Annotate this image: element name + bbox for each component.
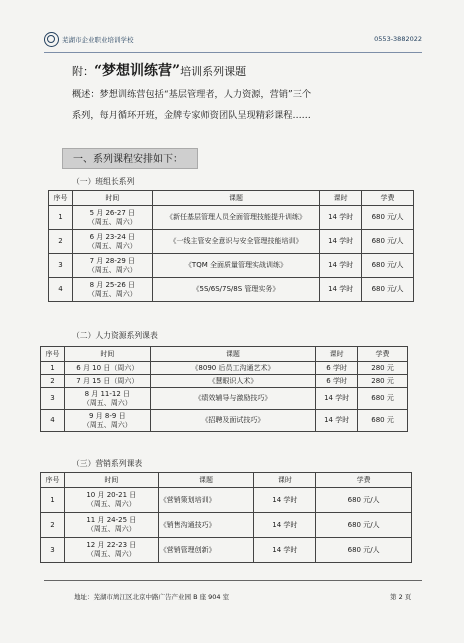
- days-text: （周五、周六）: [87, 289, 137, 298]
- date-text: 12 月 22-23 日: [86, 541, 137, 549]
- days-text: （周五、周六）: [86, 500, 136, 508]
- table-row: [49, 206, 414, 230]
- date-text: 5 月 26-27 日: [89, 208, 136, 217]
- table-row: [49, 278, 414, 302]
- days-text: （周五、周六）: [87, 241, 137, 250]
- topic-cell: 《销售沟通技巧》: [158, 513, 254, 538]
- fee-cell: 280 元: [358, 375, 408, 388]
- intro-paragraph: [72, 84, 424, 126]
- topic-cell: 《绩效辅导与激励技巧》: [150, 388, 316, 410]
- hours-cell: 14 学时: [254, 488, 316, 513]
- series-3-title: （三）营销系列课表: [72, 459, 143, 468]
- row-number: 2: [41, 513, 65, 538]
- col-header: 学费: [316, 473, 412, 488]
- org-name: 芜湖市企业职业培训学校: [62, 36, 134, 44]
- date-cell: 6 月 10 日（周六）: [64, 362, 150, 375]
- topic-cell: 《新任基层管理人员全面管理技能提升训练》: [152, 206, 320, 230]
- title-suffix: 培训系列课题: [180, 65, 247, 78]
- table-row: [41, 513, 412, 538]
- date-cell: [64, 410, 150, 432]
- topic-cell: 《招聘及面试技巧》: [150, 410, 316, 432]
- table-row: [49, 254, 414, 278]
- topic-cell: 《一线主管安全意识与安全管理技能培训》: [152, 230, 320, 254]
- table-header-row: [41, 473, 412, 488]
- date-text: 7 月 28-29 日: [89, 256, 136, 265]
- topic-cell: 《5S/6S/7S/8S 管理实务》: [152, 278, 320, 302]
- row-number: 3: [41, 538, 65, 563]
- col-header: 课时: [320, 191, 362, 206]
- hours-cell: 6 学时: [316, 375, 358, 388]
- date-text: 10 月 20-21 日: [86, 491, 137, 499]
- title-prefix: 附：: [72, 65, 94, 78]
- course-table-3: [40, 472, 412, 563]
- hours-cell: 14 学时: [254, 513, 316, 538]
- row-number: 2: [49, 230, 73, 254]
- date-cell: [64, 388, 150, 410]
- fee-cell: 280 元: [358, 362, 408, 375]
- col-header: 课题: [150, 347, 316, 362]
- col-header: 学费: [358, 347, 408, 362]
- date-cell: [72, 254, 152, 278]
- col-header: 课时: [316, 347, 358, 362]
- date-cell: [64, 488, 158, 513]
- course-table-1: [48, 190, 414, 302]
- row-number: 3: [49, 254, 73, 278]
- date-cell: 7 月 15 日（周六）: [64, 375, 150, 388]
- hours-cell: 14 学时: [316, 410, 358, 432]
- col-header: 课题: [152, 191, 320, 206]
- table-row: [41, 488, 412, 513]
- days-text: （周五、周六）: [87, 217, 137, 226]
- fee-cell: 680 元/人: [362, 254, 414, 278]
- table-row: [49, 230, 414, 254]
- footer-rule: [44, 580, 422, 581]
- page-header: [44, 30, 422, 53]
- row-number: 1: [49, 206, 73, 230]
- col-header: 课时: [254, 473, 316, 488]
- date-cell: [72, 230, 152, 254]
- date-cell: [64, 538, 158, 563]
- fee-cell: 680 元/人: [362, 230, 414, 254]
- date-cell: [64, 513, 158, 538]
- date-text: 11 月 24-25 日: [86, 516, 137, 524]
- topic-cell: 《TQM 全面质量管理实战训练》: [152, 254, 320, 278]
- table-row: [41, 362, 408, 375]
- series-2-title: （二）人力资源系列课表: [72, 331, 158, 340]
- fee-cell: 680 元: [358, 410, 408, 432]
- date-cell: [72, 278, 152, 302]
- col-header: 时间: [64, 347, 150, 362]
- topic-cell: 《营销管理创新》: [158, 538, 254, 563]
- page-number: 第 2 页: [390, 593, 412, 601]
- hours-cell: 6 学时: [316, 362, 358, 375]
- table-header-row: [41, 347, 408, 362]
- fee-cell: 680 元: [358, 388, 408, 410]
- days-text: （周五、周六）: [86, 550, 136, 558]
- fee-cell: 680 元/人: [316, 513, 412, 538]
- fee-cell: 680 元/人: [362, 278, 414, 302]
- row-number: 4: [49, 278, 73, 302]
- date-text: 8 月 11-12 日: [84, 389, 131, 398]
- row-number: 1: [41, 488, 65, 513]
- intro-line-1: 概述：梦想训练营包括“基层管理者，人力资源，营销”三个: [72, 89, 312, 100]
- row-number: 4: [41, 410, 65, 432]
- course-table-2: [40, 346, 408, 432]
- topic-cell: 《8090 后员工沟通艺术》: [150, 362, 316, 375]
- doc-title: [72, 60, 246, 80]
- date-cell: [72, 206, 152, 230]
- table-row: [41, 410, 408, 432]
- table-header-row: [49, 191, 414, 206]
- topic-cell: 《营销策划培训》: [158, 488, 254, 513]
- date-text: 9 月 8-9 日: [89, 411, 126, 420]
- fee-cell: 680 元/人: [362, 206, 414, 230]
- col-header: 学费: [362, 191, 414, 206]
- col-header: 时间: [72, 191, 152, 206]
- title-quote: “梦想训练营”: [94, 63, 181, 79]
- date-text: 6 月 23-24 日: [89, 232, 136, 241]
- intro-line-2: 系列，每月循环开班，金牌专家师资团队呈现精彩课程……: [72, 110, 311, 121]
- series-1-title: （一）班组长系列: [72, 177, 135, 186]
- col-header: 序号: [41, 347, 65, 362]
- days-text: （周五、周六）: [82, 420, 132, 429]
- hours-cell: 14 学时: [320, 206, 362, 230]
- hours-cell: 14 学时: [320, 254, 362, 278]
- table-row: [41, 388, 408, 410]
- date-text: 8 月 25-26 日: [89, 280, 136, 289]
- days-text: （周五、周六）: [86, 525, 136, 533]
- col-header: 序号: [49, 191, 73, 206]
- org-phone: 0553-3882022: [374, 35, 422, 43]
- hours-cell: 14 学时: [320, 230, 362, 254]
- col-header: 时间: [64, 473, 158, 488]
- days-text: （周五、周六）: [87, 265, 137, 274]
- footer-address: 地址：芜湖市鸠江区北京中路广告产业园 B 座 904 室: [74, 593, 230, 601]
- col-header: 课题: [158, 473, 254, 488]
- fee-cell: 680 元/人: [316, 538, 412, 563]
- row-number: 1: [41, 362, 65, 375]
- table-row: [41, 538, 412, 563]
- section-band: 一、系列课程安排如下：: [62, 148, 198, 169]
- row-number: 3: [41, 388, 65, 410]
- table-row: [41, 375, 408, 388]
- topic-cell: 《慧眼识人术》: [150, 375, 316, 388]
- school-logo-icon: [44, 32, 59, 47]
- fee-cell: 680 元/人: [316, 488, 412, 513]
- row-number: 2: [41, 375, 65, 388]
- col-header: 序号: [41, 473, 65, 488]
- hours-cell: 14 学时: [254, 538, 316, 563]
- hours-cell: 14 学时: [320, 278, 362, 302]
- days-text: （周五、周六）: [82, 398, 132, 407]
- hours-cell: 14 学时: [316, 388, 358, 410]
